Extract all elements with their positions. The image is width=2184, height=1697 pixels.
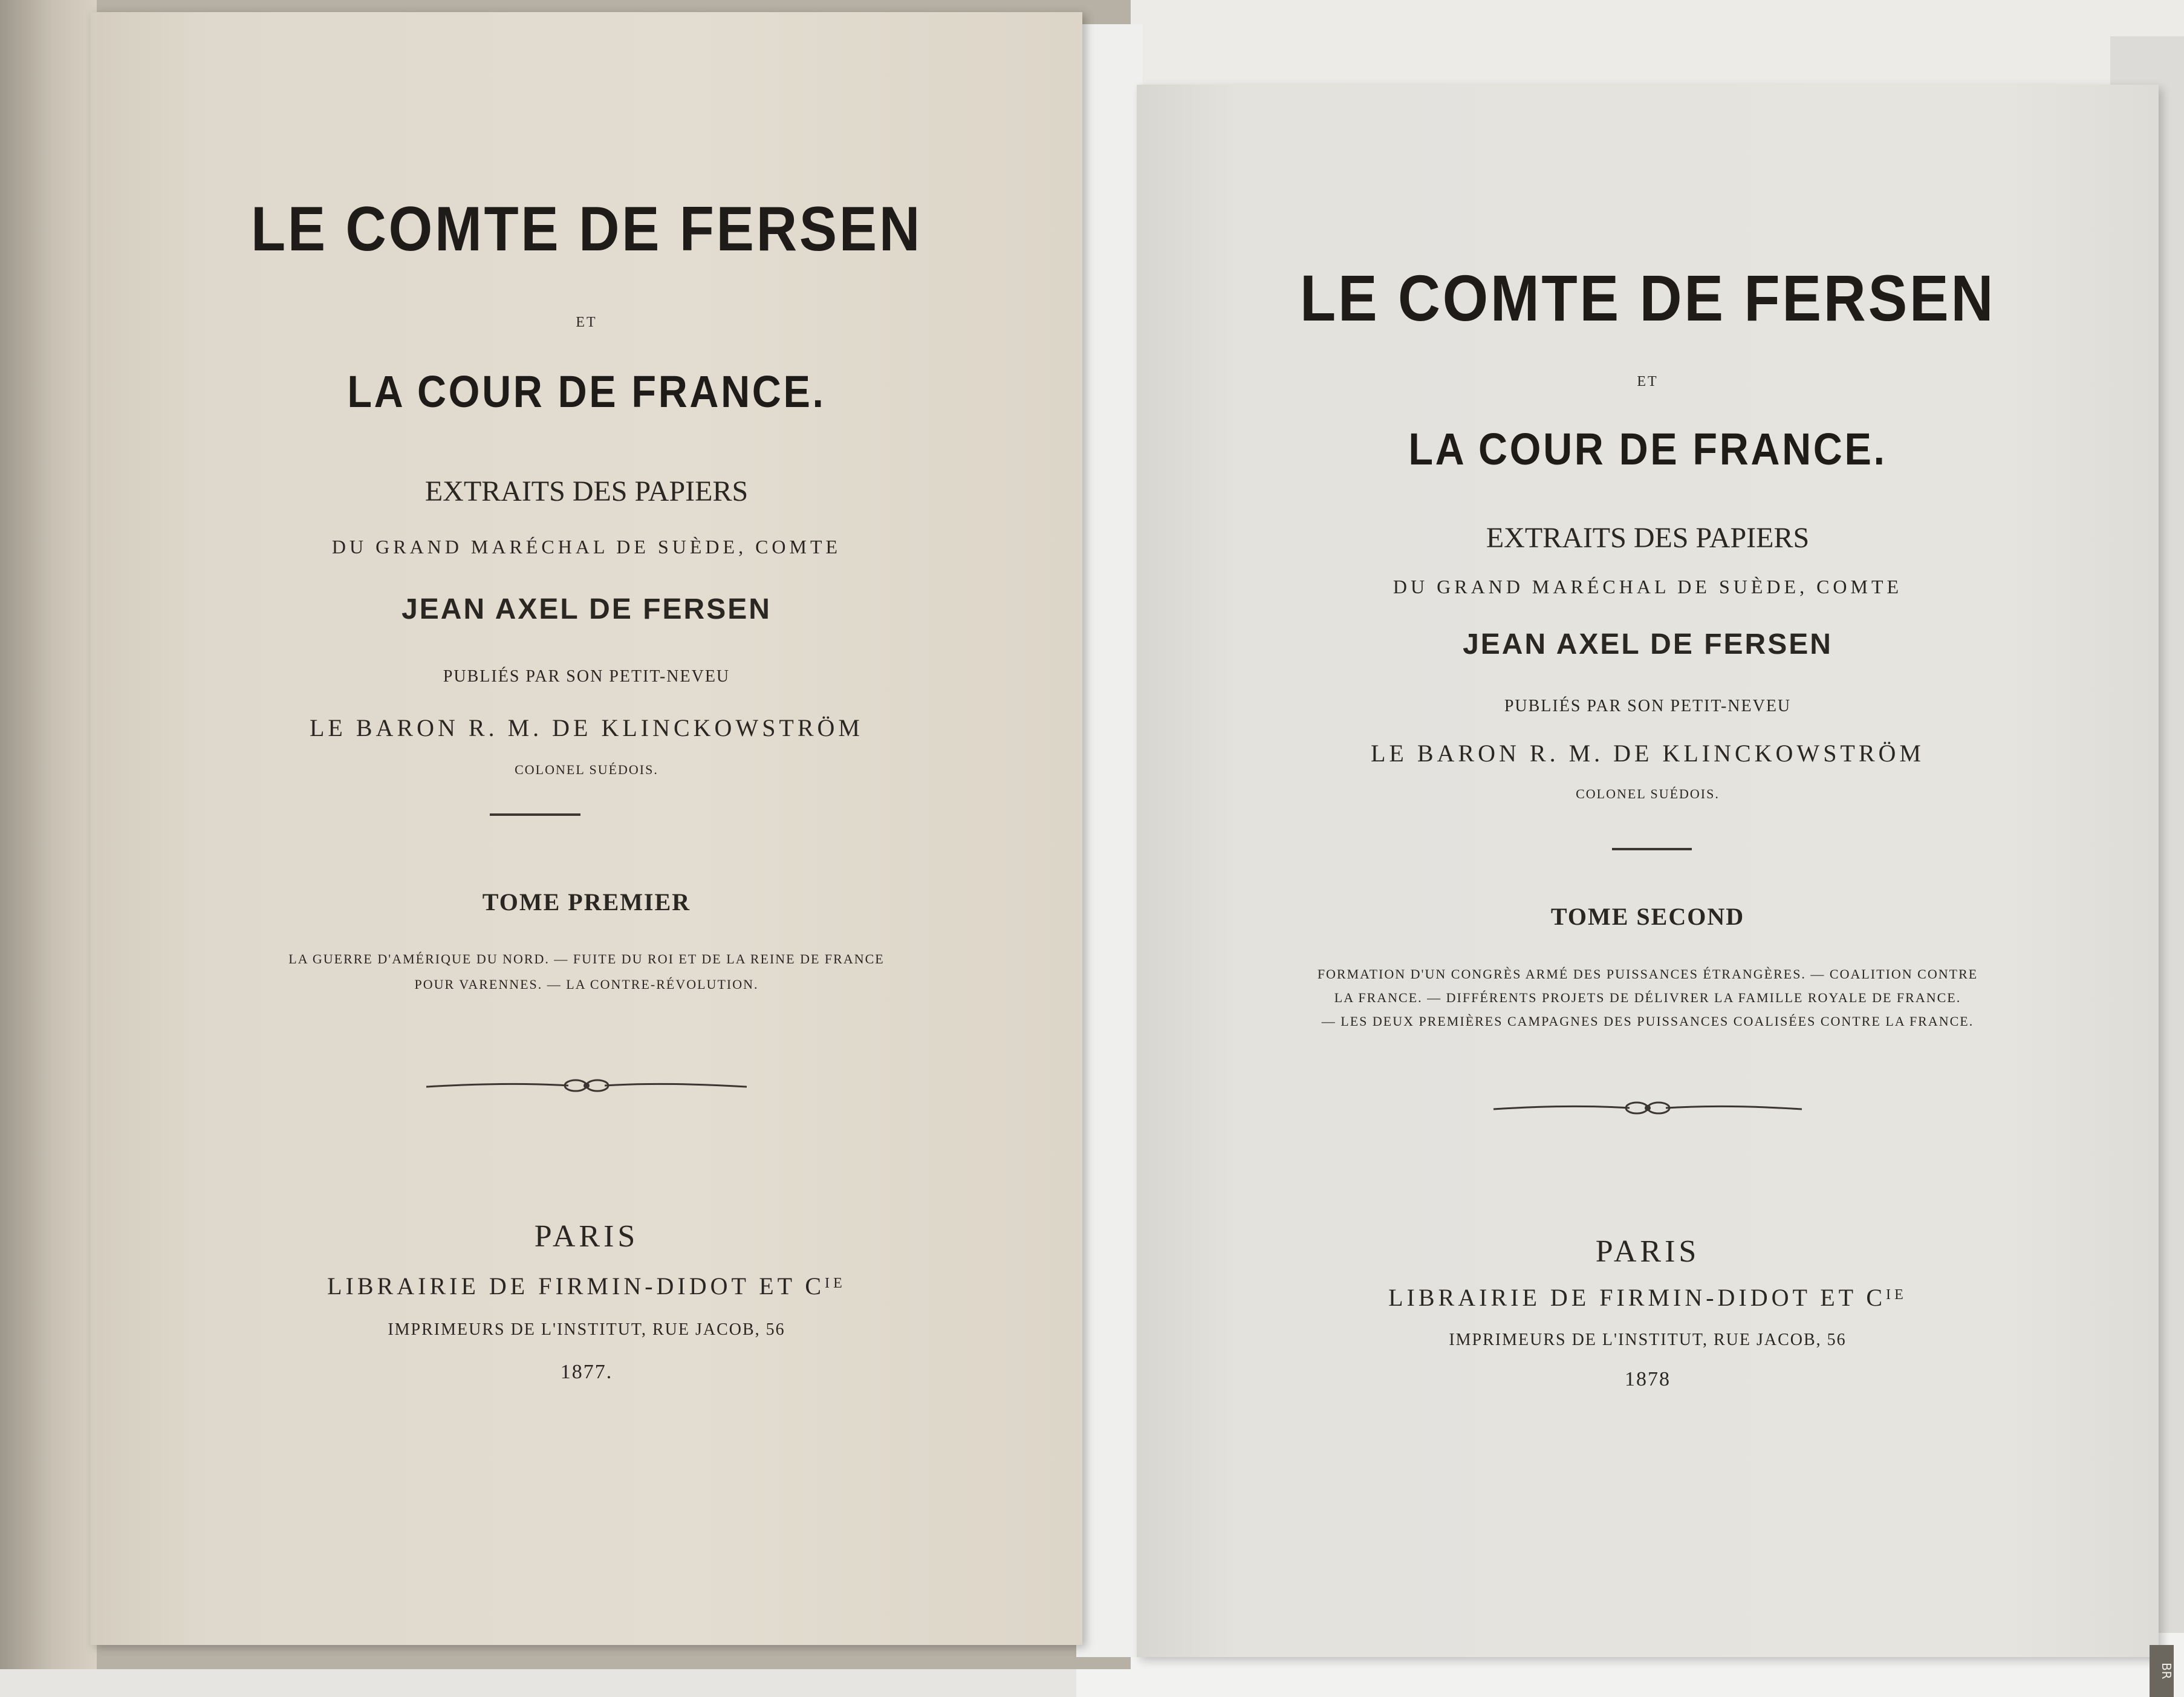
tome-label: TOME SECOND (1550, 903, 1745, 930)
contents-line-2: LA FRANCE. — DIFFÉRENTS PROJETS DE DÉLIVRER LA FAMILLE ROYALE DE FRANCE. (1334, 990, 1961, 1005)
horizontal-rule (490, 813, 580, 816)
contents-line-1: LA GUERRE D'AMÉRIQUE DU NORD. — FUITE DU ROI ET DE LA REINE DE FRANCE (288, 951, 885, 966)
imprint-printer: IMPRIMEURS DE L'INSTITUT, RUE JACOB, 56 (1449, 1331, 1847, 1349)
imprint-year: 1877. (560, 1361, 613, 1383)
editor-name: LE BARON R. M. DE KLINCKOWSTRÖM (310, 714, 863, 741)
volume-1-gutter (0, 0, 97, 1669)
published-by: PUBLIÉS PAR SON PETIT-NEVEU (443, 667, 730, 686)
editor-role: COLONEL SUÉDOIS. (515, 762, 658, 777)
contents-line-2: POUR VARENNES. — LA CONTRE-RÉVOLUTION. (414, 977, 759, 992)
imprint-publisher: LIBRAIRIE DE FIRMIN-DIDOT ET Cᴵᴱ (1388, 1284, 1907, 1311)
editor-role: COLONEL SUÉDOIS. (1576, 786, 1720, 801)
book-title-line2: LA COUR DE FRANCE. (347, 366, 826, 417)
contents-line-1: FORMATION D'UN CONGRÈS ARMÉ DES PUISSANCES ÉTRANGÈRES. — COALITION CONTRE (1317, 966, 1978, 982)
tome-label: TOME PREMIER (482, 888, 691, 916)
conjunction-et: ET (1637, 374, 1659, 389)
author-name: JEAN AXEL DE FERSEN (1463, 628, 1833, 660)
subtitle-marechal: DU GRAND MARÉCHAL DE SUÈDE, COMTE (331, 536, 842, 558)
subtitle-extraits: EXTRAITS DES PAPIERS (1486, 522, 1810, 554)
imprint-city: PARIS (534, 1219, 639, 1254)
imprint-city: PARIS (1595, 1234, 1700, 1269)
subtitle-marechal: DU GRAND MARÉCHAL DE SUÈDE, COMTE (1393, 576, 1903, 598)
imprint-publisher: LIBRAIRIE DE FIRMIN-DIDOT ET Cᴵᴱ (327, 1272, 846, 1300)
published-by: PUBLIÉS PAR SON PETIT-NEVEU (1504, 697, 1792, 715)
title-page-tome-premier (91, 12, 1082, 1645)
title-page-tome-second (1137, 85, 2159, 1657)
book-title-line1: LE COMTE DE FERSEN (250, 194, 923, 264)
book-title-line2: LA COUR DE FRANCE. (1408, 424, 1887, 474)
subtitle-extraits: EXTRAITS DES PAPIERS (424, 475, 749, 507)
ornament-flourish (1137, 1096, 2159, 1120)
horizontal-rule (1612, 848, 1692, 850)
conjunction-et: ET (576, 314, 597, 330)
book-title-line1: LE COMTE DE FERSEN (1299, 261, 1996, 334)
imprint-printer: IMPRIMEURS DE L'INSTITUT, RUE JACOB, 56 (388, 1320, 785, 1339)
spine-label: BR (2150, 1645, 2174, 1697)
volume-1-page-edge (1076, 24, 1143, 1657)
editor-name: LE BARON R. M. DE KLINCKOWSTRÖM (1371, 740, 1925, 767)
imprint-year: 1878 (1625, 1368, 1671, 1390)
contents-line-3: — LES DEUX PREMIÈRES CAMPAGNES DES PUISSANCES COALISÉES CONTRE LA FRANCE. (1321, 1014, 1974, 1029)
ornament-flourish (91, 1073, 1082, 1098)
author-name: JEAN AXEL DE FERSEN (401, 593, 772, 625)
